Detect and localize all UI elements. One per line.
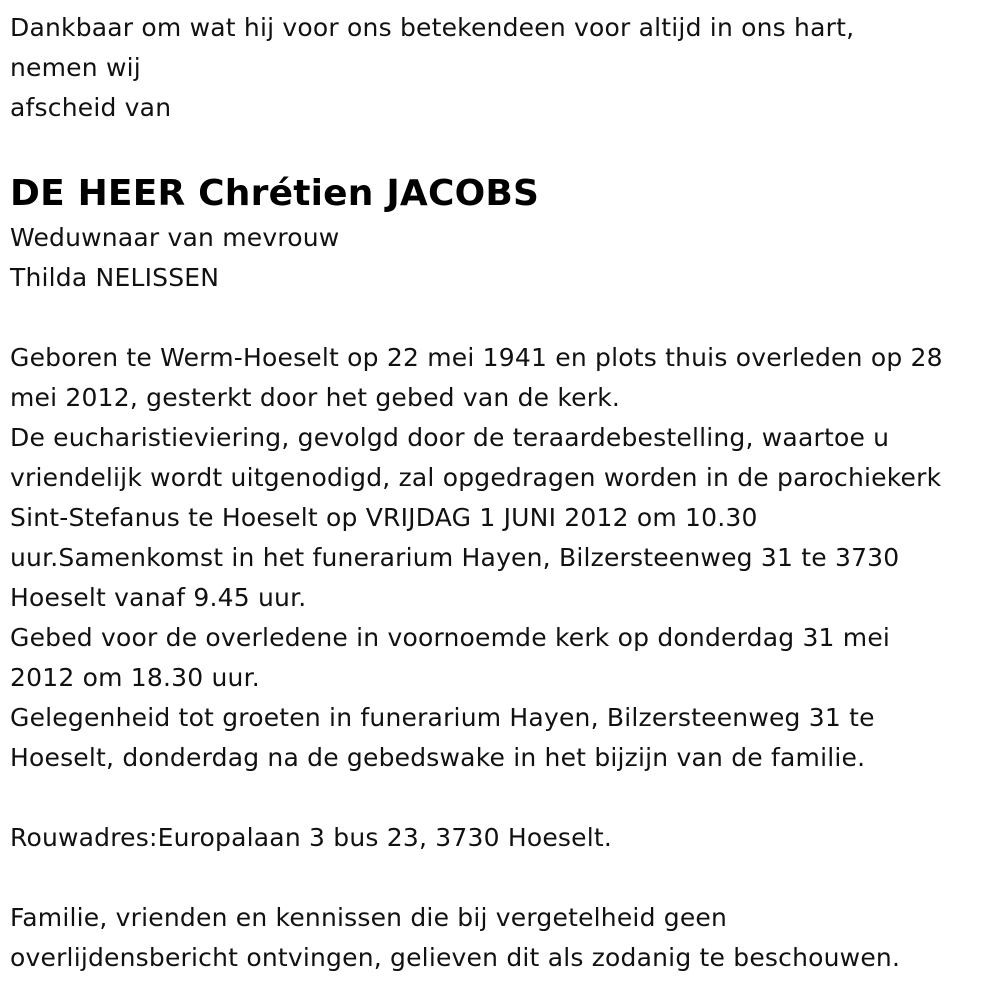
details-line: Geboren te Werm-Hoeselt op 22 mei 1941 en plots thuis overleden op 28 <box>10 343 943 372</box>
intro-line: Dankbaar om wat hij voor ons betekendeen voor altijd in ons hart, <box>10 13 855 42</box>
details-line: mei 2012, gesterkt door het gebed van de kerk. <box>10 383 621 412</box>
details-line: uur.Samenkomst in het funerarium Hayen, Bilzersteenweg 31 te 3730 <box>10 543 900 572</box>
intro-paragraph <box>10 8 990 128</box>
spacer <box>10 858 990 898</box>
spouse-info <box>10 218 990 298</box>
spacer <box>10 128 990 168</box>
details-line: vriendelijk wordt uitgenodigd, zal opgedragen worden in de parochiekerk <box>10 463 942 492</box>
spacer <box>10 298 990 338</box>
spouse-line: Weduwnaar van mevrouw <box>10 223 340 252</box>
intro-line: nemen wij <box>10 53 141 82</box>
details-line: Sint-Stefanus te Hoeselt op VRIJDAG 1 JUNI 2012 om 10.30 <box>10 503 758 532</box>
intro-line: afscheid van <box>10 93 172 122</box>
details-line: 2012 om 18.30 uur. <box>10 663 260 692</box>
mourning-address: Rouwadres:Europalaan 3 bus 23, 3730 Hoeselt. <box>10 823 613 852</box>
details-paragraph <box>10 338 990 778</box>
details-line: Hoeselt, donderdag na de gebedswake in het bijzijn van de familie. <box>10 743 866 772</box>
details-line: Hoeselt vanaf 9.45 uur. <box>10 583 307 612</box>
closing-paragraph <box>10 898 990 978</box>
closing-line: overlijdensbericht ontvingen, gelieven dit als zodanig te beschouwen. <box>10 943 901 972</box>
details-line: De eucharistieviering, gevolgd door de teraardebestelling, waartoe u <box>10 423 890 452</box>
spacer <box>10 778 990 818</box>
deceased-name: DE HEER Chrétien JACOBS <box>10 173 540 214</box>
details-line: Gelegenheid tot groeten in funerarium Hayen, Bilzersteenweg 31 te <box>10 703 875 732</box>
details-line: Gebed voor de overledene in voornoemde kerk op donderdag 31 mei <box>10 623 891 652</box>
spouse-line: Thilda NELISSEN <box>10 263 220 292</box>
closing-line: Familie, vrienden en kennissen die bij vergetelheid geen <box>10 903 728 932</box>
